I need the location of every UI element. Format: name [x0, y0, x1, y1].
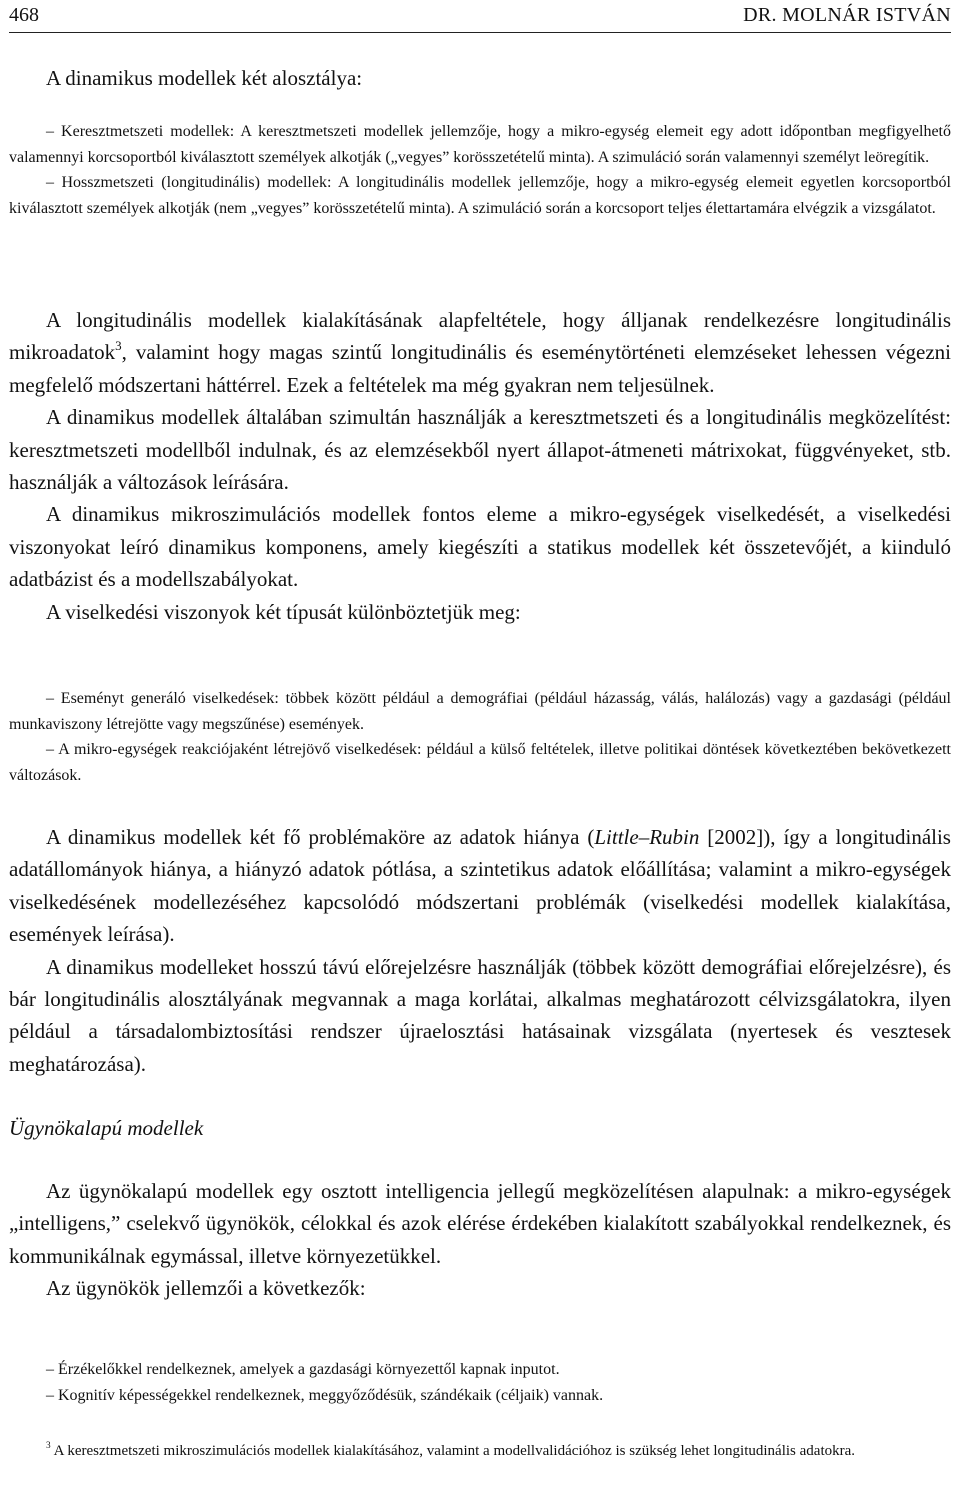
- footnote: $^3$ A keresztmetszeti mikroszimulációs modellek kialakításához, valamint a modellvalidációhoz is szükség lehet longitudinális adatokra.: [46, 1441, 856, 1459]
- main-text: [9, 304, 951, 628]
- paragraph-agent-features: Az ügynökök jellemzői a következők:: [46, 1276, 366, 1301]
- paragraph-long-term-forecast: A dinamikus modelleket hosszú távú előrejelzésre használják (többek között demográfiai előrejelzésre), és bár longitudinális alosztályának megvannak a maga korlátai, alkalmas meghatározott célvizsgálatokra, ilyen például a társadalombiztosítási rendszer újraelosztási hatásainak vizsgálata (nyertesek és vesztesek meghatározása).: [9, 954, 951, 1076]
- running-author: DR. MOLNÁR ISTVÁN: [743, 4, 951, 26]
- paragraph-main-problems: A dinamikus modellek két fő problémaköre az adatok hiánya (Little–Rubin [2002]), így a longitudinális adatállományok hiánya, a hiányzó adatok pótlása, a szintetikus adatok előállítása; valamint a mikro-egységek viselkedésének modellezéséhez kapcsolódó módszertani problémák (viselkedési modellek kialakítása, események leírása).: [9, 825, 951, 947]
- list-agent-features: [9, 1357, 951, 1408]
- paragraph-simultaneous-use: A dinamikus modellek általában szimultán használják a keresztmetszeti és a longitudinális megközelítést: keresztmetszeti modellből indulnak, és az elemzésekből nyert állapot-átmeneti mátrixokat, függvényeket, stb. használják a változások leírására.: [9, 405, 951, 495]
- list-item-reactive: – A mikro-egységek reakciójaként létrejövő viselkedések: például a külső feltételek, illetve politikai döntések következtében bekövetkezett változások.: [9, 741, 951, 785]
- list-item-longitudinal: – Hosszmetszeti (longitudinális) modellek: A longitudinális modellek jellemzője, hogy a mikro-egység elemeit egyetlen korcsoportból kiválasztott személyek alkotják (nem „vegyes” korösszetételű minta). A szimuláció során a korcsoport teljes élettartamára elvégzik a vizsgálatot.: [9, 174, 951, 218]
- list-item-sensors: – Érzékelőkkel rendelkeznek, amelyek a gazdasági környezettől kapnak inputot.: [46, 1361, 560, 1378]
- main-text-2: [9, 821, 951, 1080]
- section-heading: Ügynökalapú modellek: [9, 1116, 204, 1140]
- paragraph-behaviour-types: A viselkedési viszonyok két típusát különböztetjük meg:: [46, 599, 521, 624]
- running-header: [9, 4, 951, 33]
- intro-heading: A dinamikus modellek két alosztálya:: [46, 66, 363, 90]
- list-behaviours: [9, 686, 951, 789]
- list-item-cognitive: – Kognitív képességekkel rendelkeznek, meggyőződésük, szándékaik (céljaik) vannak.: [46, 1386, 604, 1404]
- list-models: [9, 119, 951, 222]
- paragraph-dynamic-component: A dinamikus mikroszimulációs modellek fontos eleme a mikro-egységek viselkedését, a viselkedési viszonyokat leíró dinamikus komponens, amely kiegészíti a statikus modellek két összetevőjét, a kiinduló adatbázist és a modellszabályokat.: [9, 502, 951, 592]
- page-number: 468: [9, 4, 39, 26]
- paragraph-longitudinal-conditions: A longitudinális modellek kialakításának alapfeltétele, hogy álljanak rendelkezésre longitudinális mikroadatok$^3$, valamint hogy magas szintű longitudinális és eseménytörténeti elemzéseket lehessen végezni megfelelő módszertani háttérrel. Ezek a feltételek ma még gyakran nem teljesülnek.: [9, 308, 951, 397]
- citation-authors: Little–Rubin: [594, 825, 700, 849]
- paragraph-agent-based: Az ügynökalapú modellek egy osztott intelligencia jellegű megközelítésen alapulnak: a mikro-egységek „intelligens,” cselekvő ügynökök, célokkal és azok elérése érdekében kialakított szabályokkal rendelkeznek, és kommunikálnak egymással, illetve környezetükkel.: [9, 1179, 951, 1268]
- footnote-mark: 3: [46, 1441, 51, 1452]
- main-text-3: [9, 1175, 951, 1305]
- footnote-reference: 3: [115, 338, 122, 354]
- list-item-cross-sectional: – Keresztmetszeti modellek: A keresztmetszeti modellek jellemzője, hogy a mikro-egység elemeit egy adott időpontban megfigyelhető valamennyi korcsoportból kiválasztott személyek alkotják („vegyes” korösszetételű minta). A szimuláció során valamennyi személyt leöregítik.: [9, 123, 951, 166]
- list-item-event-generating: – Eseményt generáló viselkedések: többek között például a demográfiai (például házasság, válás, halálozás) vagy a gazdasági (például munkaviszony létrejötte vagy megszűnése) események.: [9, 690, 951, 733]
